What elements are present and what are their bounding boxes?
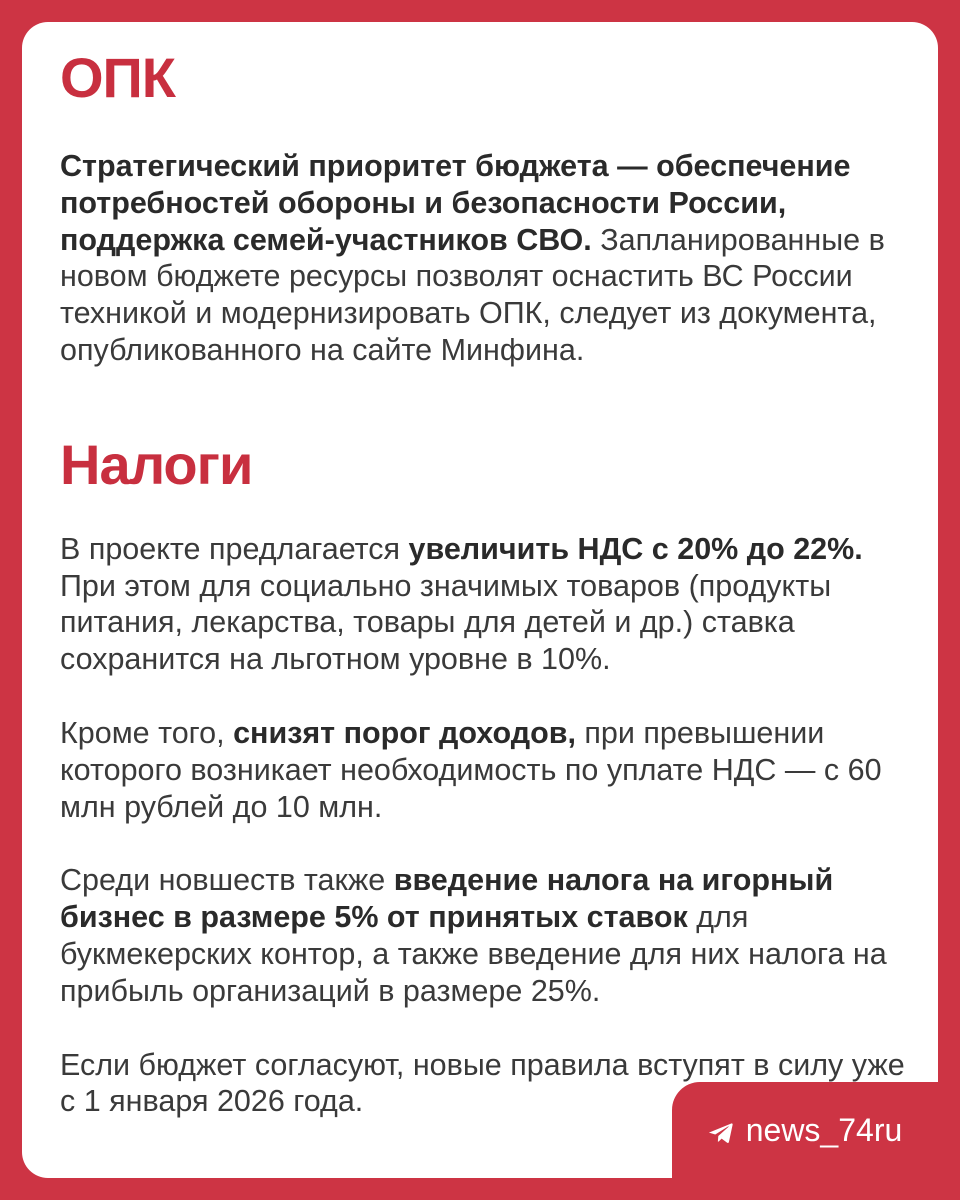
taxes-paragraph-vat: [60, 531, 910, 678]
gambling-bold: введение налога на игорный бизнес в размере 5% от принятых ставок: [60, 863, 834, 935]
vat-text-after: При этом для социально значимых товаров (продукты питания, лекарства, товары для детей и др.) ставка сохранится на льготном уровне в 10%.: [60, 568, 832, 677]
threshold-bold: снизят порог доходов,: [233, 715, 576, 750]
gambling-text-before: Среди новшеств также: [60, 863, 394, 898]
channel-badge[interactable]: [672, 1082, 938, 1178]
opk-bold-lead: Стратегический приоритет бюджета — обеспечение потребностей обороны и безопасности России, поддержка семей-участников СВО.: [60, 149, 851, 257]
taxes-paragraph-gambling: [60, 862, 910, 1009]
threshold-text-before: Кроме того,: [60, 715, 234, 750]
article-card: [22, 22, 938, 1178]
section-heading-taxes: Налоги: [60, 432, 253, 496]
section-heading-opk: ОПК: [60, 46, 175, 109]
taxes-paragraph-effective-date: Если бюджет согласуют, новые правила вступят в силу уже с 1 января 2026 года.: [60, 1047, 905, 1119]
channel-label: news_74ru: [745, 1111, 903, 1148]
taxes-paragraph-threshold: [60, 715, 910, 825]
threshold-text-after: при превышении которого возникает необходимость по уплате НДС — с 60 млн рублей до 10 млн.: [60, 715, 882, 824]
vat-text-before: В проекте предлагается: [60, 531, 409, 566]
telegram-icon: [708, 1117, 734, 1143]
opk-text: Запланированные в новом бюджете ресурсы позволят оснастить ВС России техникой и модернизировать ОПК, следует из документа, опубликованного на сайте Минфина.: [60, 222, 885, 367]
article-content: [60, 46, 910, 1120]
opk-paragraph: [60, 148, 910, 369]
vat-bold: увеличить НДС с 20% до 22%.: [408, 531, 863, 566]
gambling-text-after: для букмекерских контор, а также введение для них налога на прибыль организаций в размере 25%.: [60, 900, 887, 1008]
